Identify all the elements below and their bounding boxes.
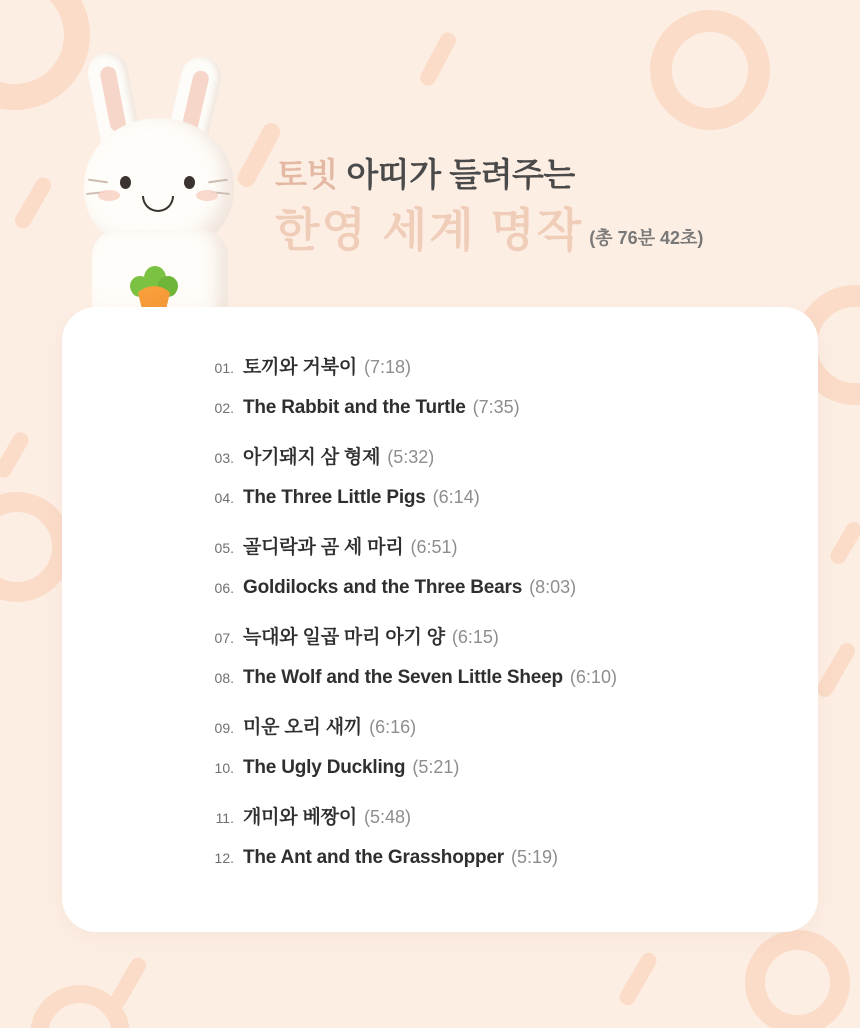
- track-title: The Rabbit and the Turtle: [243, 397, 466, 418]
- rabbit-whisker-icon: [208, 179, 228, 184]
- track-duration: (5:21): [412, 757, 460, 777]
- track-number: 06.: [214, 580, 234, 596]
- track-duration: (6:51): [410, 537, 458, 557]
- list-item[interactable]: [62, 802, 818, 847]
- track-title: 골디락과 곰 세 마리: [243, 537, 404, 558]
- bar-shape-icon: [0, 429, 31, 480]
- bar-shape-icon: [617, 950, 660, 1008]
- track-duration: (8:03): [529, 577, 577, 597]
- track-number: 03.: [214, 450, 234, 466]
- track-list-card: [62, 307, 818, 932]
- list-item[interactable]: [62, 712, 818, 757]
- page-header: [0, 0, 860, 320]
- list-item[interactable]: [62, 847, 818, 892]
- rabbit-mouth-icon: [142, 196, 174, 212]
- total-duration-label: (총 76분 42초): [589, 227, 704, 248]
- track-number: 12.: [214, 850, 234, 866]
- track-duration: (6:10): [569, 667, 617, 687]
- track-title: The Ugly Duckling: [243, 757, 406, 778]
- track-title: 개미와 베짱이: [243, 807, 358, 828]
- track-number: 11.: [215, 810, 234, 826]
- track-title: Goldilocks and the Three Bears: [243, 577, 523, 598]
- track-number: 09.: [214, 720, 234, 736]
- list-item[interactable]: [62, 487, 818, 532]
- rabbit-eye-icon: [120, 176, 131, 189]
- track-number: 10.: [214, 760, 234, 776]
- rabbit-whisker-icon: [88, 179, 108, 184]
- title-block: [275, 155, 704, 256]
- track-title: The Wolf and the Seven Little Sheep: [243, 667, 563, 688]
- track-duration: (7:35): [472, 397, 520, 417]
- track-number: 08.: [214, 670, 234, 686]
- track-title: The Ant and the Grasshopper: [243, 847, 504, 868]
- list-item[interactable]: [62, 442, 818, 487]
- page-title-line-2: [275, 203, 704, 256]
- rabbit-eye-icon: [184, 176, 195, 189]
- track-title: 미운 오리 새끼: [243, 717, 363, 738]
- track-list: [62, 352, 818, 892]
- rabbit-cheek-icon: [196, 190, 218, 201]
- list-item[interactable]: [62, 352, 818, 397]
- track-number: 02.: [214, 400, 234, 416]
- rabbit-cheek-icon: [98, 190, 120, 201]
- track-duration: (6:16): [369, 717, 417, 737]
- track-title: The Three Little Pigs: [243, 487, 426, 508]
- track-title: 아기돼지 삼 형제: [243, 447, 381, 468]
- track-duration: (6:14): [432, 487, 480, 507]
- track-number: 05.: [214, 540, 234, 556]
- brand-name: 토빗: [275, 156, 338, 193]
- track-number: 07.: [214, 630, 234, 646]
- track-title: 늑대와 일곱 마리 아기 양: [243, 627, 445, 648]
- rabbit-ear-inner-icon: [99, 65, 127, 133]
- list-item[interactable]: [62, 397, 818, 442]
- list-item[interactable]: [62, 622, 818, 667]
- track-number: 04.: [214, 490, 234, 506]
- bar-shape-icon: [814, 640, 858, 700]
- list-item[interactable]: [62, 577, 818, 622]
- track-title: 토끼와 거북이: [243, 357, 358, 378]
- page-title-line-1: [275, 155, 703, 195]
- track-duration: (5:48): [364, 807, 412, 827]
- list-item[interactable]: [62, 532, 818, 577]
- track-duration: (7:18): [364, 357, 412, 377]
- track-number: 01.: [214, 360, 234, 376]
- donut-shape-icon: [745, 930, 850, 1028]
- track-duration: (5:19): [510, 847, 559, 867]
- track-duration: (6:15): [451, 627, 499, 647]
- list-item[interactable]: [62, 667, 818, 712]
- page-title-suffix: 아띠가 들려주는: [337, 156, 575, 193]
- page-title-highlight: 한영 세계 명작: [275, 203, 584, 256]
- bar-shape-icon: [828, 519, 860, 567]
- rabbit-character-illustration: [78, 52, 268, 320]
- list-item[interactable]: [62, 757, 818, 802]
- track-duration: (5:32): [387, 447, 435, 467]
